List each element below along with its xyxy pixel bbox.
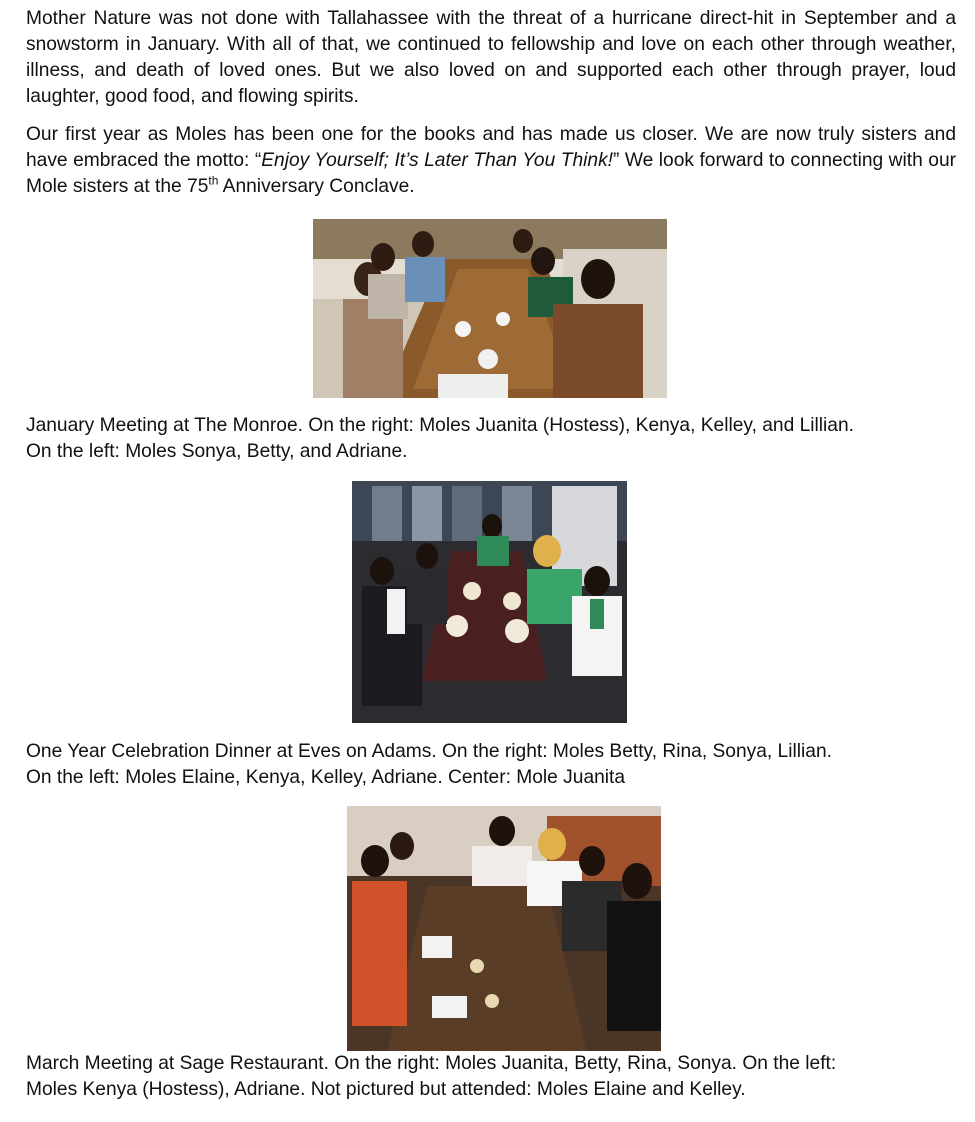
caption-line: One Year Celebration Dinner at Eves on Adams. On the right: Moles Betty, Rina, Sonya, Lillian. bbox=[26, 741, 832, 762]
caption-one-year-celebration bbox=[26, 739, 832, 791]
paragraph-weather: Mother Nature was not done with Tallahassee with the threat of a hurricane direct-hit in September and a snowstorm in January. With all of that, we continued to fellowship and love on each other through weather, illness, and death of loved ones. But we also loved on and supported each other through prayer, loud laughter, good food, and flowing spirits. bbox=[26, 8, 956, 107]
photo-one-year-celebration bbox=[352, 481, 627, 723]
caption-line: January Meeting at The Monroe. On the right: Moles Juanita (Hostess), Kenya, Kelley, and Lillian. bbox=[26, 415, 854, 436]
paragraph-first-year-ending: Anniversary Conclave. bbox=[218, 176, 415, 197]
paragraph-first-year-text-2: ” We look forward to connecting with our Mole sisters at the 75 bbox=[26, 150, 957, 197]
caption-line: Moles Kenya (Hostess), Adriane. Not pictured but attended: Moles Elaine and Kelley. bbox=[26, 1079, 746, 1100]
ordinal-suffix: th bbox=[208, 173, 219, 188]
caption-march-meeting bbox=[26, 1051, 836, 1103]
photo-january-meeting bbox=[313, 219, 667, 398]
paragraph-first-year-text: Our first year as Moles has been one for the books and has made us closer. We are now truly sisters and have embraced the motto: “ bbox=[26, 124, 956, 171]
paragraph-first-year bbox=[26, 122, 956, 200]
caption-line: On the left: Moles Elaine, Kenya, Kelley, Adriane. Center: Mole Juanita bbox=[26, 767, 626, 788]
motto: Enjoy Yourself; It’s Later Than You Think! bbox=[261, 150, 614, 171]
caption-line: On the left: Moles Sonya, Betty, and Adriane. bbox=[26, 441, 408, 462]
caption-january-meeting bbox=[26, 413, 854, 465]
article-body bbox=[26, 6, 956, 200]
photo-march-meeting bbox=[347, 806, 661, 1051]
caption-line: March Meeting at Sage Restaurant. On the right: Moles Juanita, Betty, Rina, Sonya. On the left: bbox=[26, 1053, 837, 1074]
